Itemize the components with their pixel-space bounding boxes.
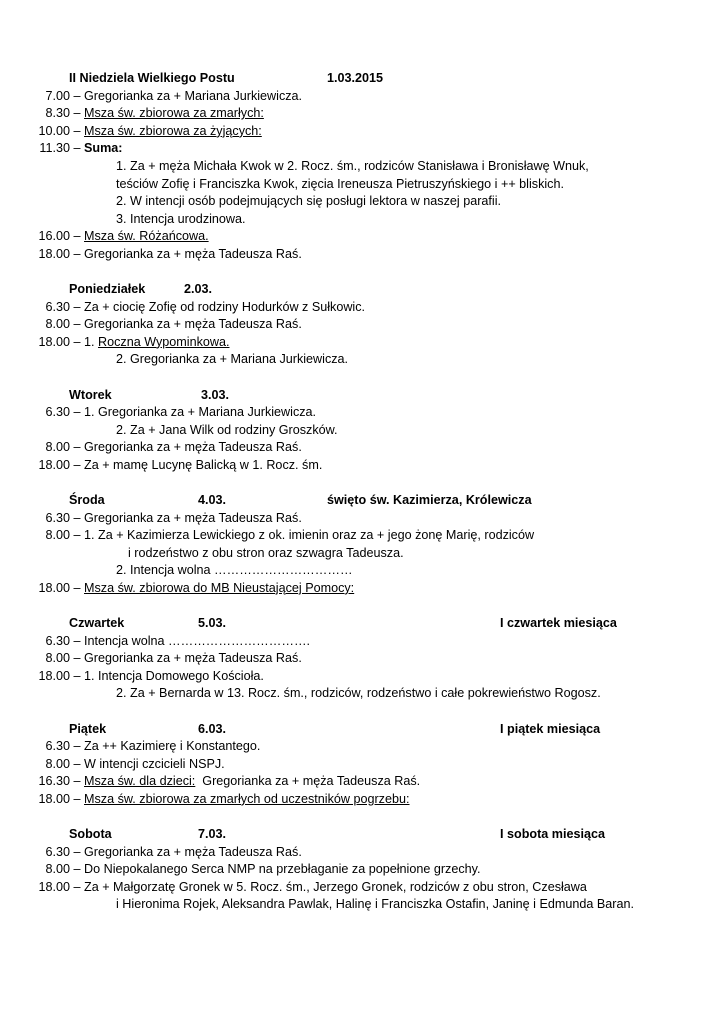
intention-text: – Za + ciocię Zofię od rodziny Hodurków z Sułkowic. — [70, 299, 366, 314]
mass-time: 8.00 — [45, 756, 70, 771]
mass-intention — [70, 457, 322, 475]
intention-text: 2. Za + Bernarda w 13. Rocz. śm., rodziców, rodzeństwo i całe pokrewieństwo Rogosz. — [116, 686, 601, 701]
intention-text: Msza św. zbiorowa za zmarłych od uczestników pogrzebu: — [84, 791, 410, 806]
mass-intention — [70, 879, 587, 897]
intention-continuation — [0, 158, 725, 176]
intention-text: 3. Intencja urodzinowa. — [116, 211, 246, 226]
day-name: Piątek — [69, 721, 107, 736]
intention-text: 2. Intencja wolna …………………………… — [116, 563, 353, 578]
mass-time: 8.00 — [45, 528, 70, 543]
mass-intention — [70, 791, 410, 809]
mass-intention — [70, 738, 260, 756]
mass-entry — [0, 246, 725, 264]
intention-text: teściów Zofię i Franciszka Kwok, zięcia Ireneusza Pietruszyńskiego i ++ bliskich. — [116, 176, 564, 191]
intention-text: – Intencja wolna ……………………………. — [70, 633, 311, 648]
day-header — [0, 492, 725, 510]
mass-entry — [0, 633, 725, 651]
intention-continuation — [0, 211, 725, 229]
mass-entry — [0, 527, 725, 545]
mass-entry — [0, 668, 725, 686]
mass-entry — [0, 791, 725, 809]
intention-text: 1. Za + męża Michała Kwok w 2. Rocz. śm., rodziców Stanisława i Bronisławę Wnuk, — [116, 158, 589, 173]
intention-text: Suma: — [84, 141, 123, 156]
intention-text: i rodzeństwo z obu stron oraz szwagra Tadeusza. — [128, 545, 404, 560]
mass-entry — [0, 299, 725, 317]
intention-text: – 1. Za + Kazimierza Lewickiego z ok. imienin oraz za + jego żonę Marię, rodziców — [70, 528, 535, 543]
intention-text: – — [70, 229, 85, 244]
mass-time: 8.00 — [45, 440, 70, 455]
intention-text: Roczna Wypominkowa. — [98, 334, 230, 349]
mass-time: 8.00 — [45, 317, 70, 332]
day-date: 2.03. — [184, 282, 213, 297]
mass-time: 18.00 — [38, 668, 70, 683]
mass-time: 10.00 — [38, 123, 70, 138]
intention-text: – Gregorianka za + męża Tadeusza Raś. — [70, 440, 302, 455]
mass-time: 18.00 — [38, 879, 70, 894]
mass-time: 7.00 — [45, 88, 70, 103]
intention-text: – Gregorianka za + Mariana Jurkiewicza. — [70, 88, 303, 103]
intention-text: Msza św. zbiorowa do MB Nieustającej Pomocy: — [84, 580, 355, 595]
day-date: 3.03. — [201, 387, 230, 402]
intention-text: – Gregorianka za + męża Tadeusza Raś. — [70, 317, 302, 332]
mass-entry — [0, 228, 725, 246]
day-block — [0, 492, 725, 598]
mass-time: 18.00 — [38, 334, 70, 349]
intention-text: – Gregorianka za + męża Tadeusza Raś. — [70, 246, 302, 261]
day-date: 1.03.2015 — [327, 71, 384, 85]
intention-continuation — [0, 545, 725, 563]
mass-intention — [70, 299, 365, 317]
mass-entry — [0, 105, 725, 123]
day-block — [0, 387, 725, 475]
intention-text: – Za + mamę Lucynę Balicką w 1. Rocz. śm. — [70, 457, 323, 472]
day-date: 7.03. — [198, 826, 227, 841]
intention-text: 2. Gregorianka za + Mariana Jurkiewicza. — [116, 352, 349, 367]
intention-continuation — [0, 685, 725, 703]
day-date: 4.03. — [198, 492, 227, 507]
mass-intention — [70, 510, 302, 528]
intention-text: – — [70, 106, 85, 121]
intention-continuation — [0, 193, 725, 211]
intention-text: – W intencji czcicieli NSPJ. — [70, 756, 225, 771]
mass-intention — [70, 633, 310, 651]
mass-intention — [70, 123, 262, 141]
mass-intention — [70, 756, 225, 774]
mass-entry — [0, 439, 725, 457]
mass-entry — [0, 457, 725, 475]
intention-text: – Gregorianka za + męża Tadeusza Raś. — [70, 510, 302, 525]
intention-continuation — [0, 422, 725, 440]
day-name: II Niedziela Wielkiego Postu — [69, 71, 235, 85]
mass-time: 18.00 — [38, 580, 70, 595]
day-header — [0, 826, 725, 844]
day-block — [0, 721, 725, 809]
mass-entry — [0, 738, 725, 756]
mass-intention — [70, 861, 481, 879]
mass-entry — [0, 123, 725, 141]
intention-text: – Za + Małgorzatę Gronek w 5. Rocz. śm., Jerzego Gronek, rodziców z obu stron, Czesława — [70, 879, 587, 894]
mass-entry — [0, 404, 725, 422]
mass-intention — [70, 404, 316, 422]
intention-text: Msza św. Różańcowa. — [84, 229, 209, 244]
feast-label: I sobota miesiąca — [500, 826, 605, 841]
intention-text: Msza św. zbiorowa za żyjących: — [84, 123, 262, 138]
intention-text: – — [70, 580, 85, 595]
feast-label: święto św. Kazimierza, Królewicza — [327, 492, 532, 507]
mass-intention — [70, 316, 302, 334]
mass-intention — [70, 246, 302, 264]
feast-label: I piątek miesiąca — [500, 721, 601, 736]
mass-intention — [70, 105, 264, 123]
mass-time: 18.00 — [38, 246, 70, 261]
day-block — [0, 826, 725, 914]
intention-continuation — [0, 351, 725, 369]
intention-text: – 1. Intencja Domowego Kościoła. — [70, 668, 264, 683]
intention-text: Msza św. zbiorowa za zmarłych: — [84, 106, 264, 121]
mass-time: 6.30 — [45, 844, 70, 859]
mass-entry — [0, 861, 725, 879]
mass-intention — [70, 228, 209, 246]
day-header — [0, 615, 725, 633]
mass-time: 11.30 — [39, 141, 70, 156]
mass-intention — [70, 844, 302, 862]
mass-intention — [70, 140, 123, 158]
mass-time: 6.30 — [45, 405, 70, 420]
intention-text: Msza św. dla dzieci: — [84, 774, 196, 789]
mass-time: 6.30 — [45, 510, 70, 525]
day-name: Poniedziałek — [69, 282, 146, 297]
intention-text: – Gregorianka za + męża Tadeusza Raś. — [70, 844, 302, 859]
intention-continuation — [0, 176, 725, 194]
mass-intention — [70, 334, 230, 352]
intention-text: – 1. Gregorianka za + Mariana Jurkiewicza. — [70, 405, 317, 420]
day-name: Środa — [69, 492, 105, 507]
intention-text: – — [70, 123, 85, 138]
intention-text: – Za ++ Kazimierę i Konstantego. — [70, 739, 261, 754]
day-header — [0, 281, 725, 299]
mass-intention — [70, 88, 302, 106]
mass-entry — [0, 650, 725, 668]
mass-intention — [70, 527, 534, 545]
intention-continuation — [0, 896, 725, 914]
mass-time: 16.30 — [38, 774, 70, 789]
day-block — [0, 281, 725, 369]
day-date: 6.03. — [198, 721, 227, 736]
mass-intention — [70, 439, 302, 457]
mass-time: 18.00 — [38, 791, 70, 806]
intention-text: – — [70, 141, 85, 156]
intention-text: Gregorianka za + męża Tadeusza Raś. — [195, 774, 421, 789]
mass-entry — [0, 844, 725, 862]
day-header — [0, 70, 725, 88]
mass-intention — [70, 668, 264, 686]
mass-time: 8.00 — [45, 862, 70, 877]
mass-entry — [0, 510, 725, 528]
day-header — [0, 721, 725, 739]
day-block — [0, 615, 725, 703]
feast-label: I czwartek miesiąca — [500, 616, 617, 631]
mass-time: 8.30 — [45, 106, 70, 121]
mass-entry — [0, 756, 725, 774]
mass-entry — [0, 334, 725, 352]
mass-time: 6.30 — [45, 633, 70, 648]
day-name: Czwartek — [69, 616, 125, 631]
mass-time: 6.30 — [45, 299, 70, 314]
mass-time: 18.00 — [38, 457, 70, 472]
intention-text: – 1. — [70, 334, 99, 349]
intention-text: – — [70, 774, 85, 789]
mass-entry — [0, 773, 725, 791]
day-header — [0, 387, 725, 405]
intention-text: – Do Niepokalanego Serca NMP na przebłaganie za popełnione grzechy. — [70, 862, 481, 877]
intention-text: – Gregorianka za + męża Tadeusza Raś. — [70, 651, 302, 666]
intention-text: i Hieronima Rojek, Aleksandra Pawlak, Halinę i Franciszka Ostafin, Janinę i Edmunda Baran. — [116, 897, 634, 912]
mass-entry — [0, 879, 725, 897]
day-name: Wtorek — [69, 387, 112, 402]
day-name: Sobota — [69, 826, 112, 841]
mass-entry — [0, 140, 725, 158]
parish-mass-schedule — [0, 70, 725, 931]
intention-text: 2. W intencji osób podejmujących się posługi lektora w naszej parafii. — [116, 194, 502, 209]
mass-entry — [0, 316, 725, 334]
day-block — [0, 70, 725, 264]
intention-continuation — [0, 562, 725, 580]
mass-entry — [0, 580, 725, 598]
intention-text: – — [70, 791, 85, 806]
mass-intention — [70, 773, 420, 791]
day-date: 5.03. — [198, 616, 227, 631]
intention-text: 2. Za + Jana Wilk od rodziny Groszków. — [116, 422, 338, 437]
mass-time: 16.00 — [38, 229, 70, 244]
mass-intention — [70, 580, 354, 598]
mass-time: 8.00 — [45, 651, 70, 666]
mass-time: 6.30 — [45, 739, 70, 754]
mass-entry — [0, 88, 725, 106]
mass-intention — [70, 650, 302, 668]
